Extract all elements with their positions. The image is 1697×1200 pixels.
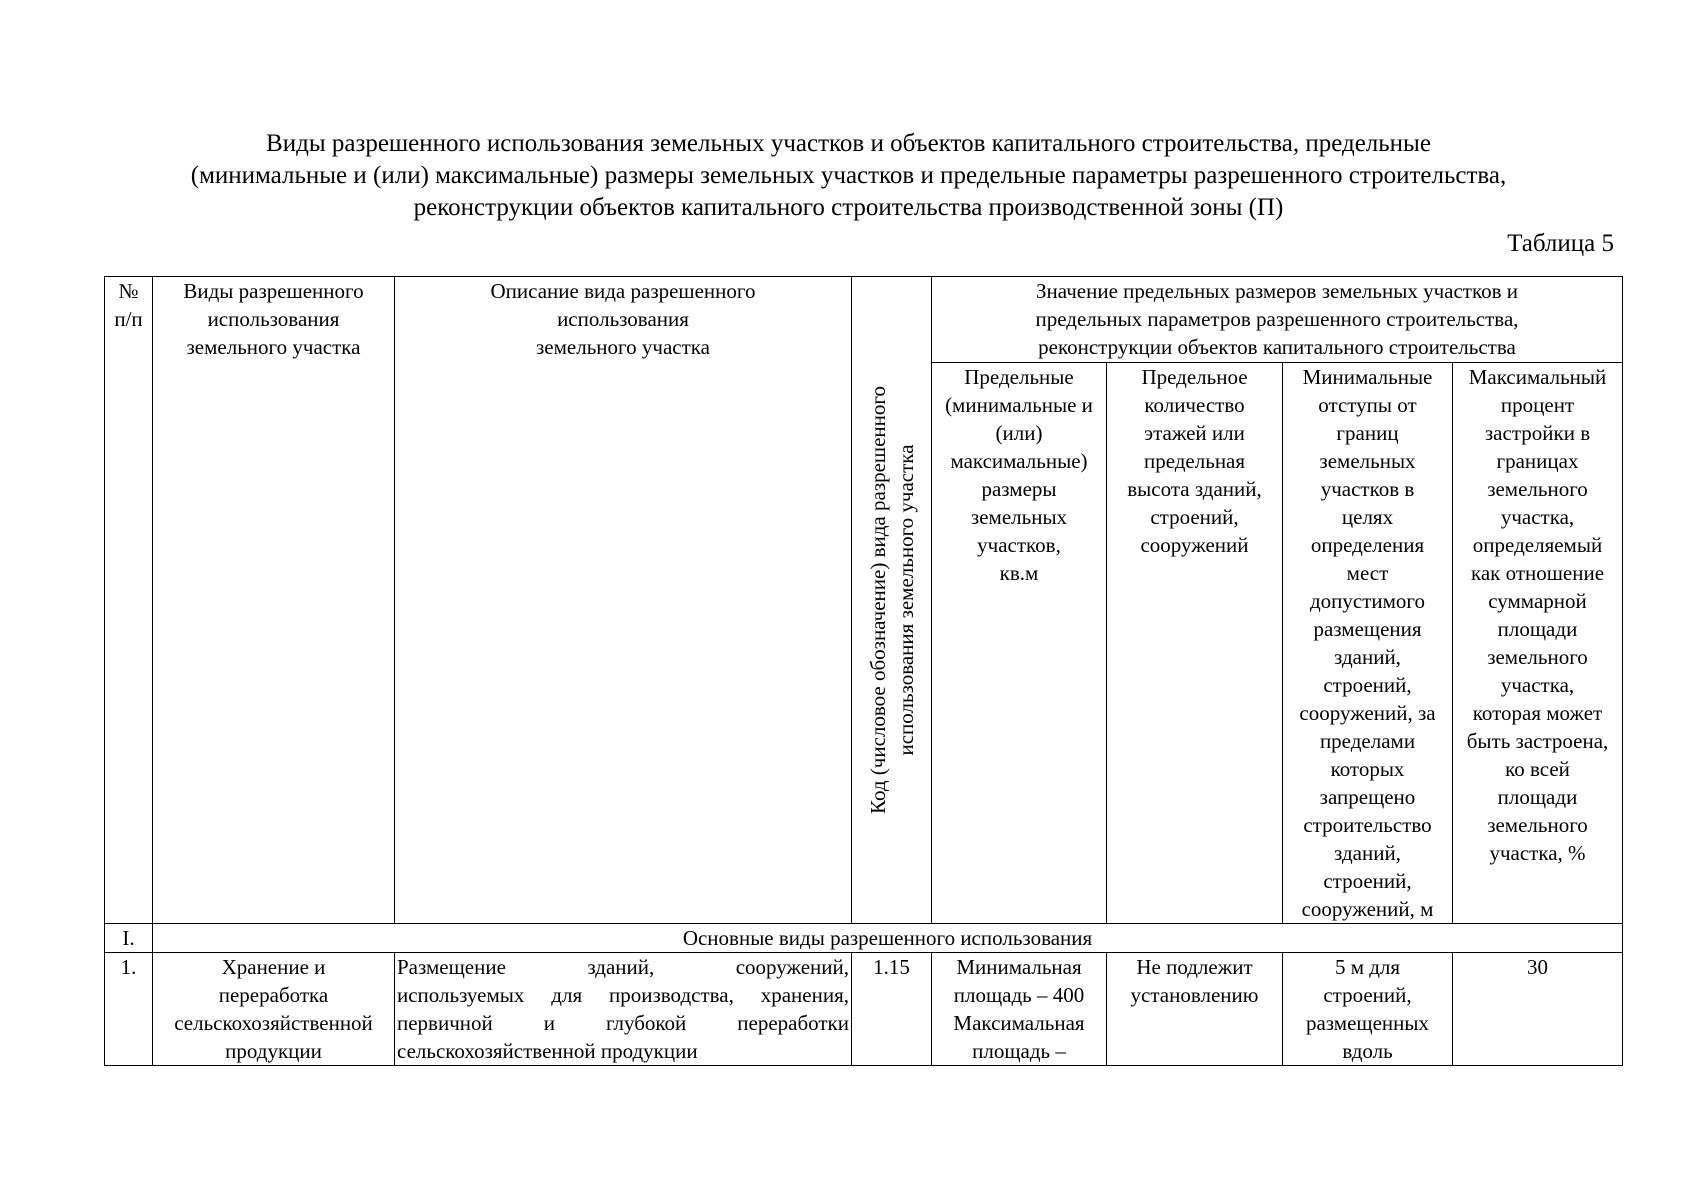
header-values-group: Значение предельных размеров земельных участков и предельных параметров разрешенного строительства, реконструкции объектов капитального строительства	[932, 277, 1623, 363]
header-coverage: Максимальный процент застройки в границах земельного участка, определяемый как отношение суммарной площади земельного участка, которая может быть застроена, ко всей площади земельного участка, %	[1453, 363, 1623, 924]
row-floors-height: Не подлежит установлению	[1107, 953, 1283, 1066]
header-code-text: Код (числовое обозначение) вида разрешенного использования земельного участка	[865, 386, 918, 815]
row-num: 1.	[105, 953, 153, 1066]
header-floors-height: Предельное количество этажей или предельная высота зданий, строений, сооружений	[1107, 363, 1283, 924]
document-title	[60, 128, 1637, 224]
header-plot-sizes: Предельные (минимальные и (или) максимальные) размеры земельных участков, кв.м	[932, 363, 1107, 924]
row-setbacks: 5 м для строений, размещенных вдоль	[1283, 953, 1453, 1066]
section-label: Основные виды разрешенного использования	[153, 924, 1623, 953]
header-num: № п/п	[105, 277, 153, 924]
title-line: (минимальные и (или) максимальные) размеры земельных участков и предельные параметры разрешенного строительства,	[190, 162, 1507, 189]
title-line: реконструкции объектов капитального строительства производственной зоны (П)	[413, 194, 1284, 221]
header-setbacks: Минимальные отступы от границ земельных участков в целях определения мест допустимого размещения зданий, строений, сооружений, за пределами которых запрещено строительство зданий, строений, сооружений, м	[1283, 363, 1453, 924]
header-code	[852, 277, 932, 924]
row-coverage: 30	[1453, 953, 1623, 1066]
land-use-table	[104, 276, 1623, 1066]
row-description: Размещение зданий, сооружений, используемых для производства, хранения, первичной и глубокой переработки сельскохозяйственной продукции	[395, 953, 852, 1066]
row-land-use-type: Хранение и переработка сельскохозяйственной продукции	[153, 953, 395, 1066]
table-number-label: Таблица 5	[1507, 230, 1614, 257]
title-line: Виды разрешенного использования земельных участков и объектов капитального строительства, предельные	[266, 130, 1431, 157]
table-row	[105, 953, 1623, 1066]
row-plot-sizes: Минимальная площадь – 400 Максимальная площадь –	[932, 953, 1107, 1066]
row-code: 1.15	[852, 953, 932, 1066]
section-num: I.	[105, 924, 153, 953]
header-description: Описание вида разрешенного использования земельного участка	[395, 277, 852, 924]
header-land-use-types: Виды разрешенного использования земельного участка	[153, 277, 395, 924]
table-row-section	[105, 924, 1623, 953]
